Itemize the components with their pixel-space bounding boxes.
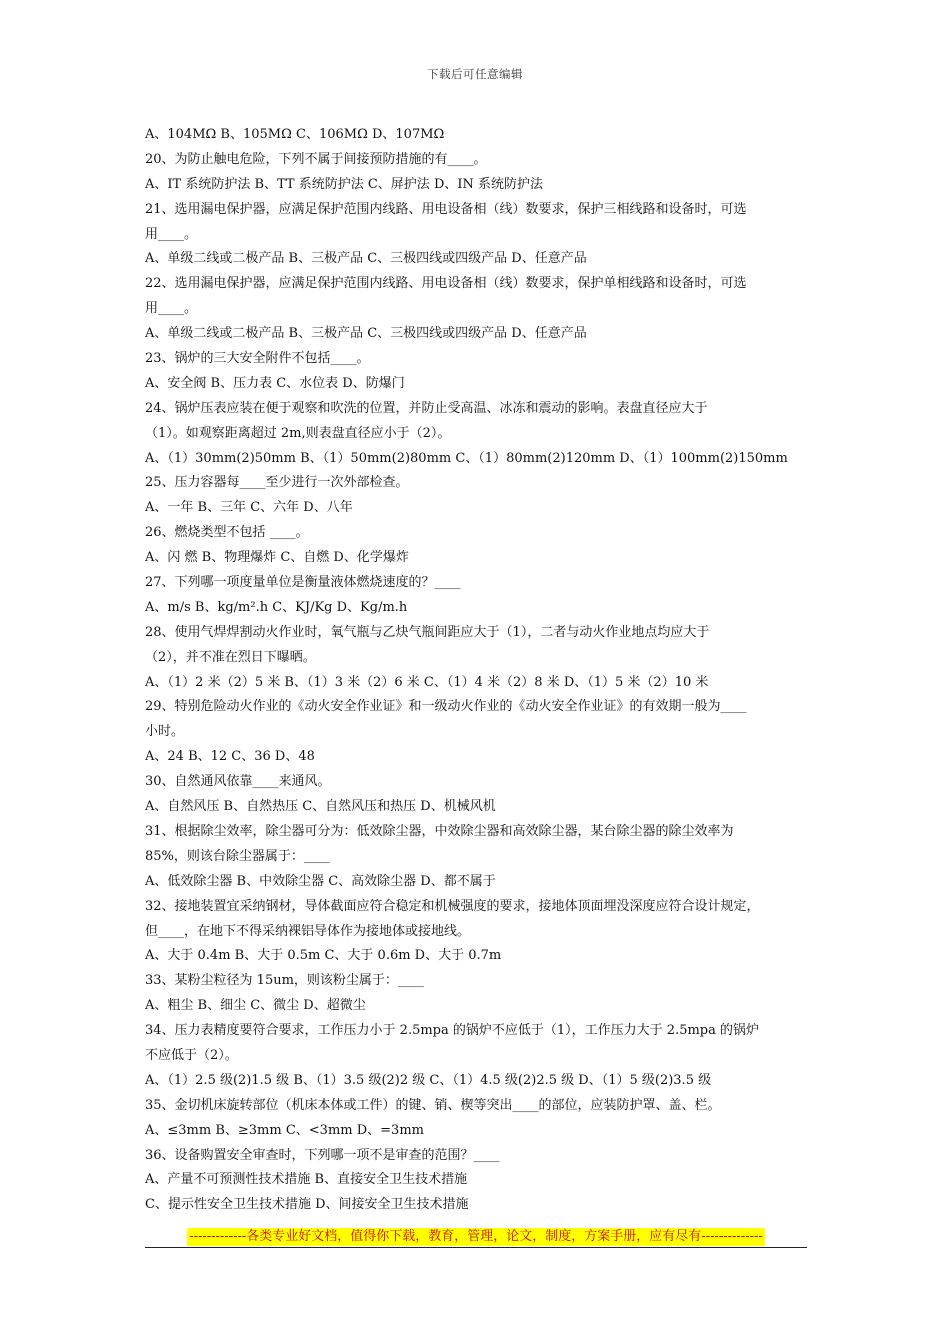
- text-line: A、单级二线或二极产品 B、三极产品 C、三极四线或四级产品 D、任意产品: [145, 251, 587, 267]
- text-line: 32、接地装置宜采纳钢材，导体截面应符合稳定和机械强度的要求，接地体顶面埋没深度应符合设计规定，: [145, 898, 760, 914]
- text-line: 34、压力表精度要符合要求，工作压力小于 2.5mpa 的锅炉不应低于（1），工作压力大于 2.5mpa 的锅炉: [145, 1023, 759, 1039]
- text-line: 但____，在地下不得采纳裸铝导体作为接地体或接地线。: [145, 923, 471, 939]
- text-line: A、m/s B、kg/m².h C、KJ/Kg D、Kg/m.h: [145, 599, 408, 615]
- text-line: 21、选用漏电保护器，应满足保护范围内线路、用电设备相（线）数要求，保护三相线路和设备时，可选: [145, 201, 747, 217]
- text-line: 小时。: [145, 724, 185, 740]
- text-line: A、低效除尘器 B、中效除尘器 C、高效除尘器 D、都不属于: [145, 873, 496, 889]
- text-line: 30、自然通风依靠____来通风。: [145, 774, 331, 790]
- text-line: 25、压力容器每____至少进行一次外部检查。: [145, 475, 409, 491]
- page-header: 下载后可任意编辑: [427, 67, 523, 81]
- text-line: A、大于 0.4m B、大于 0.5m C、大于 0.6m D、大于 0.7m: [145, 948, 502, 964]
- text-line: （2），并不准在烈日下曝晒。: [145, 649, 316, 665]
- text-line: 31、根据除尘效率，除尘器可分为：低效除尘器，中效除尘器和高效除尘器，某台除尘器的除尘效率为: [145, 823, 734, 839]
- text-line: A、自然风压 B、自然热压 C、自然风压和热压 D、机械风机: [145, 799, 496, 815]
- text-line: A、（1）2 米（2）5 米 B、（1）3 米（2）6 米 C、（1）4 米（2）8 米 D、（1）5 米（2）10 米: [145, 674, 709, 690]
- text-line: 22、选用漏电保护器，应满足保护范围内线路、用电设备相（线）数要求，保护单相线路和设备时，可选: [145, 276, 747, 292]
- text-line: 20、为防止触电危险，下列不属于间接预防措施的有____。: [145, 151, 487, 167]
- text-line: 36、设备购置安全审查时，下列哪一项不是审查的范围？____: [145, 1147, 500, 1163]
- text-line: A、≤3mm B、≥3mm C、<3mm D、=3mm: [145, 1122, 424, 1138]
- text-line: A、安全阀 B、压力表 C、水位表 D、防爆门: [145, 375, 405, 391]
- text-line: 29、特别危险动火作业的《动火安全作业证》和一级动火作业的《动火安全作业证》的有效期一般为____: [145, 699, 747, 715]
- text-line: 27、下列哪一项度量单位是衡量液体燃烧速度的？____: [145, 575, 461, 591]
- text-line: 28、使用气焊焊割动火作业时，氧气瓶与乙炔气瓶间距应大于（1），二者与动火作业地点均应大于: [145, 624, 710, 640]
- text-line: 33、某粉尘粒径为 15um，则该粉尘属于：____: [145, 973, 424, 989]
- text-line: A、单级二线或二极产品 B、三极产品 C、三极四线或四级产品 D、任意产品: [145, 326, 587, 342]
- text-line: 不应低于（2）。: [145, 1047, 238, 1063]
- text-line: A、104MΩ B、105MΩ C、106MΩ D、107MΩ: [145, 127, 445, 142]
- text-line: A、（1）2.5 级(2)1.5 级 B、（1）3.5 级(2)2 级 C、（1）4.5 级(2)2.5 级 D、（1）5 级(2)3.5 级: [145, 1072, 712, 1088]
- text-line: 85%，则该台除尘器属于：____: [145, 848, 330, 864]
- text-line: A、24 B、12 C、36 D、48: [145, 749, 315, 765]
- text-line: 24、锅炉压表应装在便于观察和吹洗的位置，并防止受高温、冰冻和震动的影响。表盘直径应大于: [145, 400, 708, 416]
- text-line: 26、燃烧类型不包括 ____。: [145, 525, 309, 541]
- text-line: A、IT 系统防护法 B、TT 系统防护法 C、屏护法 D、IN 系统防护法: [145, 176, 544, 192]
- text-line: A、产量不可预测性技术措施 B、直接安全卫生技术措施: [145, 1172, 468, 1188]
- text-line: 23、锅炉的三大安全附件不包括____。: [145, 351, 370, 367]
- text-line: （1）。如观察距离超过 2m,则表盘直径应小于（2）。: [145, 425, 451, 441]
- text-line: A、粗尘 B、细尘 C、微尘 D、超微尘: [145, 998, 366, 1014]
- text-line: 用____。: [145, 301, 198, 317]
- footer-banner-text: -------------各类专业好文档，值得你下载，教育，管理，论文，制度，方案手册，应有尽有--------------: [189, 1229, 763, 1244]
- text-line: A、（1）30mm(2)50mm B、（1）50mm(2)80mm C、（1）80mm(2)120mm D、（1）100mm(2)150mm: [145, 450, 788, 466]
- text-line: 用____。: [145, 226, 198, 242]
- page-footer: [145, 1225, 807, 1248]
- text-line: A、闪 燃 B、物理爆炸 C、自燃 D、化学爆炸: [145, 550, 409, 566]
- text-line: C、提示性安全卫生技术措施 D、间接安全卫生技术措施: [145, 1197, 469, 1213]
- text-line: A、一年 B、三年 C、六年 D、八年: [145, 500, 353, 516]
- question-content: [145, 123, 815, 1218]
- text-line: 35、金切机床旋转部位（机床本体或工件）的键、销、楔等突出____的部位，应装防护罩、盖、栏。: [145, 1097, 721, 1113]
